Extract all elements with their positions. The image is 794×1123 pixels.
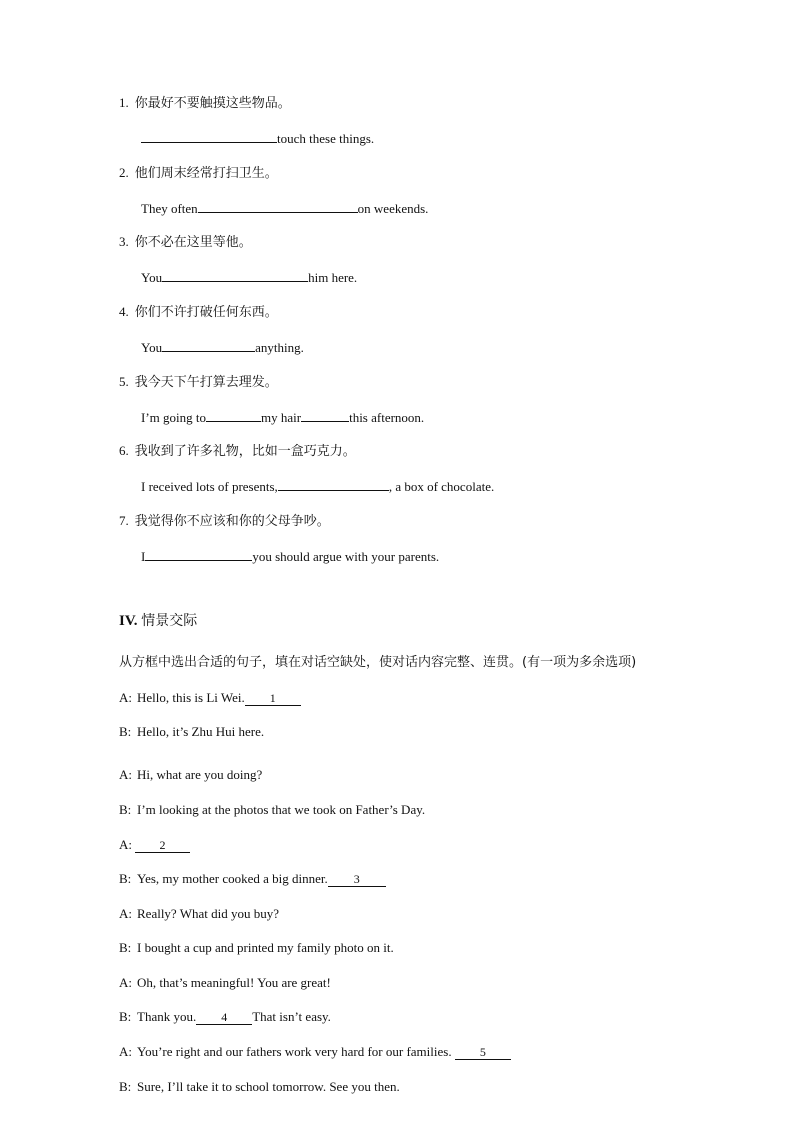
question-chinese: 你最好不要触摸这些物品。 [134, 96, 291, 111]
dialogue-blank[interactable]: 2 [135, 839, 190, 853]
dialogue-blank[interactable]: 1 [245, 692, 301, 706]
dialogue-line [119, 801, 425, 819]
dialogue-line [119, 836, 190, 854]
answer-pre-text: I’m going to [141, 410, 206, 425]
dialogue-line [119, 1008, 331, 1026]
answer-line-1 [141, 129, 374, 148]
dialogue-line [119, 905, 279, 923]
answer-blank[interactable] [141, 129, 277, 143]
answer-post-text: you should argue with your parents. [252, 549, 440, 564]
answer-pre-text: You [141, 270, 163, 285]
dialogue-text: I’m looking at the photos that we took on Father’s Day. [137, 802, 426, 817]
answer-mid-text: my hair [261, 410, 302, 425]
question-number: 2. [119, 165, 129, 180]
speaker-label: A: [119, 767, 132, 782]
dialogue-text: Oh, that’s meaningful! You are great! [137, 975, 331, 990]
dialogue-line [119, 1078, 400, 1096]
question-4 [119, 303, 278, 322]
answer-post-text: touch these things. [277, 131, 375, 146]
speaker-label: A: [119, 906, 132, 921]
dialogue-blank[interactable]: 4 [196, 1011, 252, 1025]
answer-pre-text: You [141, 340, 163, 355]
answer-pre-text: I [141, 549, 146, 564]
dialogue-text: You’re right and our fathers work very hard for our families. [137, 1044, 452, 1059]
dialogue-blank[interactable]: 3 [328, 873, 386, 887]
question-chinese: 你们不许打破任何东西。 [134, 305, 278, 320]
answer-blank[interactable] [301, 408, 349, 422]
speaker-label: B: [119, 802, 132, 817]
answer-line-4 [141, 338, 304, 357]
section-title: 情景交际 [141, 613, 198, 629]
question-number: 3. [119, 234, 129, 249]
dialogue-text: Hi, what are you doing? [137, 767, 263, 782]
dialogue-text: Hello, this is Li Wei. [137, 690, 245, 705]
question-number: 5. [119, 374, 129, 389]
question-5 [119, 373, 278, 392]
answer-blank[interactable] [162, 338, 255, 352]
dialogue-line [119, 689, 301, 707]
answer-blank[interactable] [162, 268, 308, 282]
answer-line-2 [141, 199, 428, 218]
question-number: 4. [119, 304, 129, 319]
section-number: IV. [119, 613, 138, 629]
question-7 [119, 512, 330, 531]
question-chinese: 我今天下午打算去理发。 [134, 375, 278, 390]
answer-post-text: him here. [308, 270, 358, 285]
dialogue-line [119, 1043, 511, 1061]
answer-line-6 [141, 477, 494, 496]
question-2 [119, 164, 278, 183]
question-3 [119, 233, 252, 252]
dialogue-line [119, 766, 262, 784]
speaker-label: B: [119, 724, 132, 739]
dialogue-text: Thank you. [137, 1009, 197, 1024]
dialogue-text: Sure, I’ll take it to school tomorrow. See you then. [137, 1079, 400, 1094]
dialogue-line [119, 939, 394, 957]
question-chinese: 我觉得你不应该和你的父母争吵。 [134, 514, 330, 529]
question-chinese: 他们周末经常打扫卫生。 [134, 166, 278, 181]
question-chinese: 我收到了许多礼物，比如一盒巧克力。 [134, 444, 356, 459]
answer-post-text: , a box of chocolate. [388, 479, 495, 494]
answer-blank[interactable] [145, 547, 252, 561]
answer-line-5 [141, 408, 424, 427]
answer-blank[interactable] [206, 408, 261, 422]
question-6 [119, 442, 356, 461]
question-1 [119, 94, 291, 113]
dialogue-text: Really? What did you buy? [137, 906, 280, 921]
dialogue-text: Yes, my mother cooked a big dinner. [137, 871, 328, 886]
question-number: 7. [119, 513, 129, 528]
section-heading [119, 612, 197, 630]
answer-line-7 [141, 547, 439, 566]
answer-blank[interactable] [198, 199, 358, 213]
dialogue-text: That isn’t easy. [252, 1009, 331, 1024]
dialogue-blank[interactable]: 5 [455, 1046, 511, 1060]
speaker-label: B: [119, 1009, 132, 1024]
section-instruction: 从方框中选出合适的句子，填在对话空缺处，使对话内容完整、连贯。(有一项为多余选项) [119, 655, 637, 670]
dialogue-line [119, 723, 264, 741]
question-chinese: 你不必在这里等他。 [134, 235, 252, 250]
speaker-label: B: [119, 871, 132, 886]
speaker-label: A: [119, 690, 132, 705]
dialogue-text: Hello, it’s Zhu Hui here. [137, 724, 265, 739]
speaker-label: A: [119, 975, 132, 990]
speaker-label: A: [119, 1044, 132, 1059]
answer-blank[interactable] [278, 477, 389, 491]
speaker-label: B: [119, 940, 132, 955]
answer-pre-text: I received lots of presents, [141, 479, 278, 494]
speaker-label: B: [119, 1079, 132, 1094]
answer-post-text: on weekends. [357, 201, 429, 216]
speaker-label: A: [119, 837, 132, 852]
answer-post-text: this afternoon. [349, 410, 425, 425]
answer-line-3 [141, 268, 357, 287]
dialogue-line [119, 974, 331, 992]
dialogue-text: I bought a cup and printed my family photo on it. [137, 940, 394, 955]
answer-pre-text: They often [141, 201, 198, 216]
question-number: 1. [119, 95, 129, 110]
dialogue-line [119, 870, 386, 888]
question-number: 6. [119, 443, 129, 458]
answer-post-text: anything. [255, 340, 304, 355]
